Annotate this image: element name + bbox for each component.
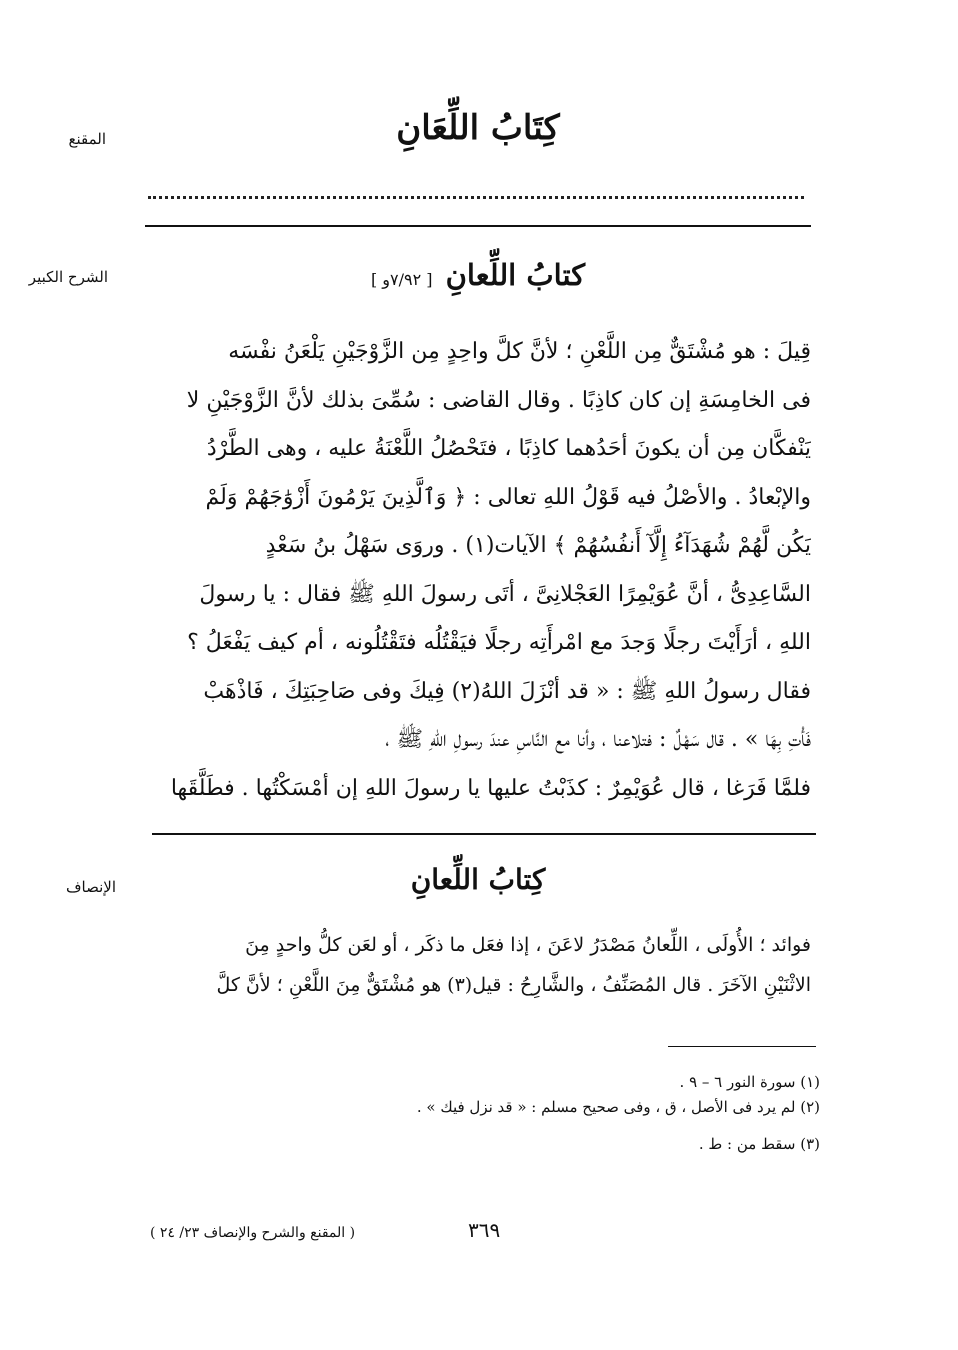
footnote-separator [668,1046,816,1047]
page-number: ٣٦٩ [468,1218,501,1242]
footnote-3: (٣) سقط من : ط . [698,1135,820,1153]
text-line: فوائد ؛ الأُولَى ، اللِّعانُ مَصْدَرُ لاعَنَ ، إذا فعَل ما ذكَر ، أو لعَن كلُّ واحدٍ مِنَ [245,934,811,956]
text-line: فى الخامِسَةِ إن كان كاذِبًا . وقال القاضى : سُمِّىَ بذلك لأنَّ الزَّوْجَيْنِ لا [186,387,811,413]
text-line: فلمَّا فَرَغا ، قال عُوَيْمِرٌ : كذَبْتُ عليها يا رسولَ اللهِ إن أمْسَكْتُها . فطَلَّقَها [170,775,811,801]
sharh-folio-ref: [ ٧/٩٢و ] [370,270,433,289]
text-line: قِيلَ : هو مُشْتَقٌّ مِن اللَّعْنِ ؛ لأنَّ كلَّ واحِدٍ مِن الزَّوْجَيْنِ يَلْعَنُ نفْسَه [228,339,811,364]
footnote-1: (١) سورة النور ٦ – ٩ . [679,1073,820,1091]
text-line: اللهِ ، أرَأَيْتَ رجلًا وَجدَ مع امْرأَتِه رجلًا فيَقْتُلُه فتَقْتُلُونه ، أم كيف يَفْعَلُ ؟ [187,630,811,655]
text-line: الاثْنَيْنِ الآخَرَ . قال المُصَنِّفُ ، والشَّارِحُ : قيل(٣) هو مُشْتَقٌّ مِنَ اللَّعْنِ ؛ لأنَّ كلَّ [216,974,811,996]
text-line: يَكُن لَّهُمْ شُهَدَآءُ إِلَّآ أَنفُسُهُمْ ﴾ الآيات(١) . وروَى سَهْلُ بنُ سَعْدٍ [265,533,811,558]
section-divider-top [145,225,811,227]
side-label-insaf: الإنصاف [65,878,116,896]
footnotes [140,1073,820,1160]
muqni-title: كِتَابُ اللِّعَانِ [396,108,560,148]
insaf-title: كِتابُ اللِّعانِ [410,863,546,896]
insaf-body [145,925,811,1005]
text-line: السَّاعِدِىُّ ، أنَّ عُوَيْمِرًا العَجْلانِىَّ ، أتَى رسولَ اللهِ ﷺ فقال : يا رسولَ [199,581,811,607]
text-line: فقال رسولُ اللهِ ﷺ : « قد أنْزَلَ اللهُ(٢) فِيكَ وفى صَاحِبَتِكَ ، فَاذْهَبْ [203,678,811,704]
muqni-dotted-line [148,196,804,199]
sharh-heading [145,258,811,302]
sharh-title: كتابُ اللِّعانِ [445,258,586,292]
sharh-body [145,328,811,813]
side-label-muqni: المقنع [68,130,106,148]
footnote-2: (٢) لم يرد فى الأصل ، ق ، وفى صحيح مسلم : « قد نزل فيك » . [416,1098,820,1116]
text-line: فَأْتِ بِهَا » . قال سَهْلٌ : فتلاعنا ، وأنا مع النَّاسِ عندَ رسولِ اللهِ ﷺ ، [385,727,811,752]
side-label-sharh: الشرح الكبير [28,268,108,286]
text-line: والإبْعادُ . والأصْلُ فيه قَوْلُ اللهِ تعالى : ﴿ وَٱلَّذِينَ يَرْمُونَ أَزْوَٰجَهُمْ وَلَمْ [205,484,811,510]
section-divider-middle [152,833,816,835]
text-line: يَنْفكَّان مِن أن يكونَ أحَدُهما كاذِبًا ، فتَحْصُلُ اللَّعْنَةُ عليه ، وهى الطَّرْدُ [206,436,811,461]
volume-reference: ( المقنع والشرح والإنصاف ٢٣/ ٢٤ ) [150,1225,356,1241]
